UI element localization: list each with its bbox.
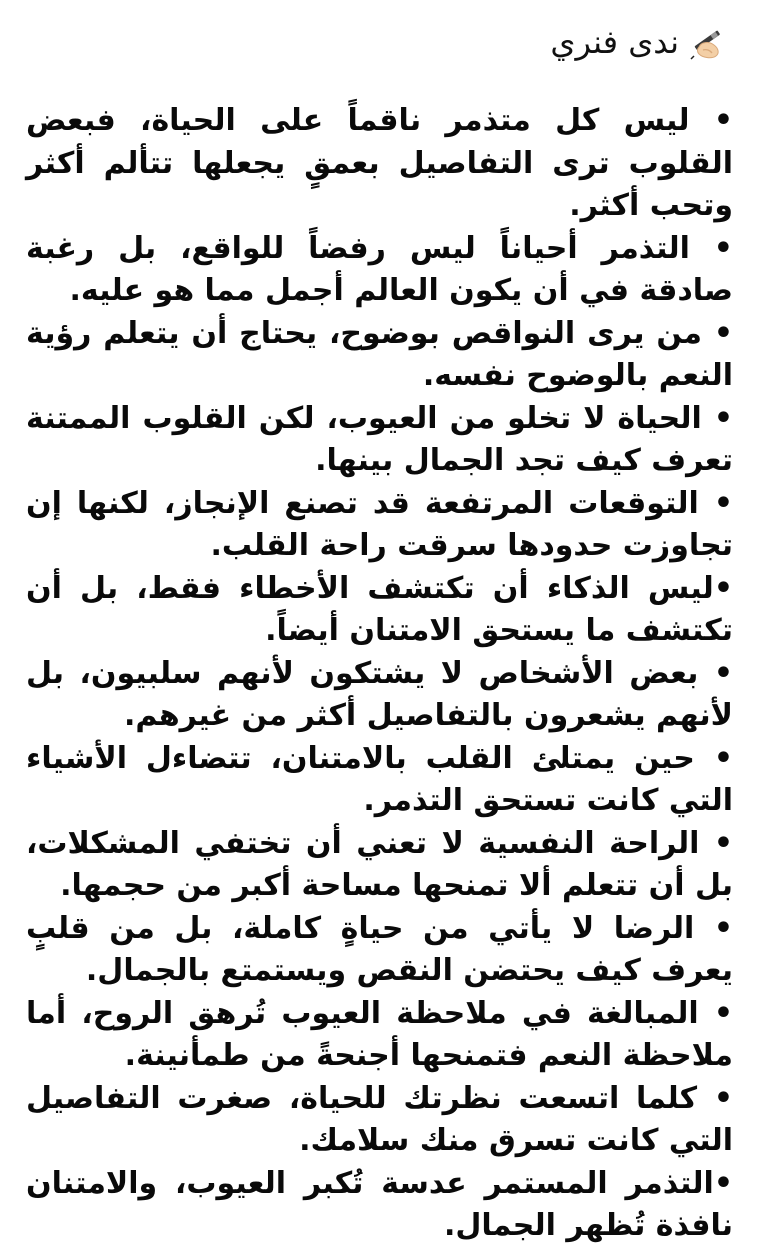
list-item: • كلما اتسعت نظرتك للحياة، صغرت التفاصيل التي كانت تسرق منك سلامك. [26, 1080, 733, 1158]
list-item: • بعض الأشخاص لا يشتكون لأنهم سلبيون، بل لأنهم يشعرون بالتفاصيل أكثر من غيرهم. [26, 655, 733, 733]
list-item: • الحياة لا تخلو من العيوب، لكن القلوب الممتنة تعرف كيف تجد الجمال بينها. [26, 400, 733, 478]
writing-hand-icon [689, 23, 727, 61]
list-item: • الرضا لا يأتي من حياةٍ كاملة، بل من قلبٍ يعرف كيف يحتضن النقص ويستمتع بالجمال. [26, 910, 733, 988]
list-item: • حين يمتلئ القلب بالامتنان، تتضاءل الأشياء التي كانت تستحق التذمر. [26, 740, 733, 818]
list-item: • ليس كل متذمر ناقماً على الحياة، فبعض القلوب ترى التفاصيل بعمقٍ يجعلها تتألم أكثر وتحب أكثر. [26, 103, 733, 223]
list-item: •ليس الذكاء أن تكتشف الأخطاء فقط، بل أن تكتشف ما يستحق الامتنان أيضاً. [26, 570, 733, 648]
post-header [550, 14, 727, 70]
list-item: • التوقعات المرتفعة قد تصنع الإنجاز، لكنها إن تجاوزت حدودها سرقت راحة القلب. [26, 485, 733, 563]
article-body [26, 100, 733, 1248]
list-item: • التذمر أحياناً ليس رفضاً للواقع، بل رغبة صادقة في أن يكون العالم أجمل مما هو عليه. [26, 230, 733, 308]
list-item: • الراحة النفسية لا تعني أن تختفي المشكلات، بل أن تتعلم ألا تمنحها مساحة أكبر من حجمها. [26, 825, 733, 903]
author-name: ندى فنري [550, 23, 679, 61]
list-item: • المبالغة في ملاحظة العيوب تُرهق الروح، أما ملاحظة النعم فتمنحها أجنحةً من طمأنينة. [26, 995, 733, 1073]
list-item: • من يرى النواقص بوضوح، يحتاج أن يتعلم رؤية النعم بالوضوح نفسه. [26, 315, 733, 393]
list-item: •التذمر المستمر عدسة تُكبر العيوب، والامتنان نافذة تُظهر الجمال. [26, 1165, 733, 1243]
